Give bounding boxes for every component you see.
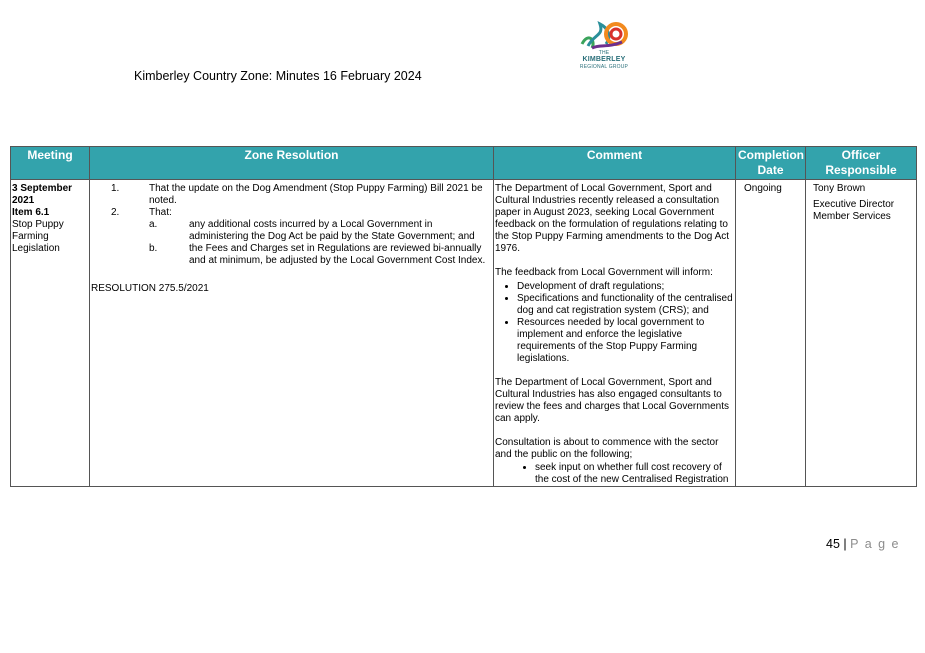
- comment-bullet-list-2: [495, 462, 734, 486]
- completion-date-cell: [736, 180, 806, 487]
- header-completion-date: Completion Date: [736, 147, 806, 180]
- header-meeting: Meeting: [11, 147, 90, 180]
- comment-paragraph: Consultation is about to commence with the sector and the public on the following;: [495, 437, 719, 460]
- list-item: • seek input on whether full cost recovery of the cost of the new Centralised Registration: [535, 462, 734, 486]
- page-number: 45: [826, 537, 840, 551]
- comment-paragraph: The feedback from Local Government will inform:: [495, 267, 713, 278]
- list-item: • Resources needed by local government to implement and enforce the legislative requirements of the Stop Puppy Farming legislations.: [517, 317, 734, 365]
- meeting-subject: Stop Puppy Farming Legislation: [12, 219, 64, 254]
- comment-bullet-list: [495, 281, 734, 365]
- resolution-item-number: 1.: [111, 183, 120, 194]
- comment-paragraph: The Department of Local Government, Sport and Cultural Industries recently released a consultation paper in August 2023, seeking Local Government feedback on the formulation of regulations relating to the Stop Puppy Farming amendments to the Dog Act 1976.: [495, 183, 730, 254]
- logo-subtext: REGIONAL GROUP: [579, 64, 629, 70]
- officer-title: Executive Director Member Services: [813, 199, 895, 222]
- logo-wordmark: [578, 50, 630, 70]
- table-row: [11, 180, 917, 487]
- officer-cell: [806, 180, 917, 487]
- resolution-cell: [90, 180, 494, 487]
- header-zone-resolution: Zone Resolution: [90, 147, 494, 180]
- resolution-item-number: 2.: [111, 207, 120, 218]
- resolution-sub-item-text: the Fees and Charges set in Regulations are reviewed bi-annually and at minimum, be adjusted by the Local Government Cost Index.: [189, 243, 486, 266]
- comment-paragraph: The Department of Local Government, Sport and Cultural Industries has also engaged consultants to review the fees and charges that Local Governments can apply.: [495, 377, 730, 424]
- list-item: • Development of draft regulations;: [517, 281, 734, 293]
- header-comment: Comment: [494, 147, 736, 180]
- page-label: P a g e: [850, 537, 901, 551]
- resolution-sub-item-text: any additional costs incurred by a Local Government in administering the Dog Act be paid by the State Government; and: [189, 219, 475, 242]
- meeting-date: 3 September 2021: [12, 183, 73, 206]
- resolution-reference: RESOLUTION 275.5/2021: [91, 283, 209, 294]
- officer-name: Tony Brown: [813, 183, 866, 194]
- resolution-sub-item: [91, 219, 492, 243]
- table-header-row: [11, 147, 917, 180]
- resolution-sub-item-letter: a.: [149, 219, 158, 230]
- meeting-cell: [11, 180, 90, 487]
- meeting-item: Item 6.1: [12, 207, 50, 218]
- page-separator: |: [843, 537, 847, 551]
- resolution-item: [91, 183, 492, 207]
- page-footer: [826, 537, 900, 551]
- resolution-item-text: That the update on the Dog Amendment (Stop Puppy Farming) Bill 2021 be noted.: [149, 183, 483, 206]
- resolution-sub-item: [91, 243, 492, 267]
- comment-cell: [494, 180, 736, 487]
- resolution-item: [91, 207, 492, 219]
- completion-date: Ongoing: [744, 183, 782, 194]
- logo-red-ring: [611, 29, 621, 39]
- logo-name: KIMBERLEY: [582, 56, 626, 63]
- logo-small-text: THE: [598, 50, 610, 56]
- list-item: • Specifications and functionality of the centralised dog and cat registration system (CRS); and: [517, 293, 734, 317]
- header-officer-responsible: Officer Responsible: [806, 147, 917, 180]
- resolution-sub-item-letter: b.: [149, 243, 158, 254]
- resolution-item-text: That:: [149, 207, 172, 218]
- minutes-table: [10, 146, 917, 487]
- document-title: Kimberley Country Zone: Minutes 16 February 2024: [134, 69, 422, 83]
